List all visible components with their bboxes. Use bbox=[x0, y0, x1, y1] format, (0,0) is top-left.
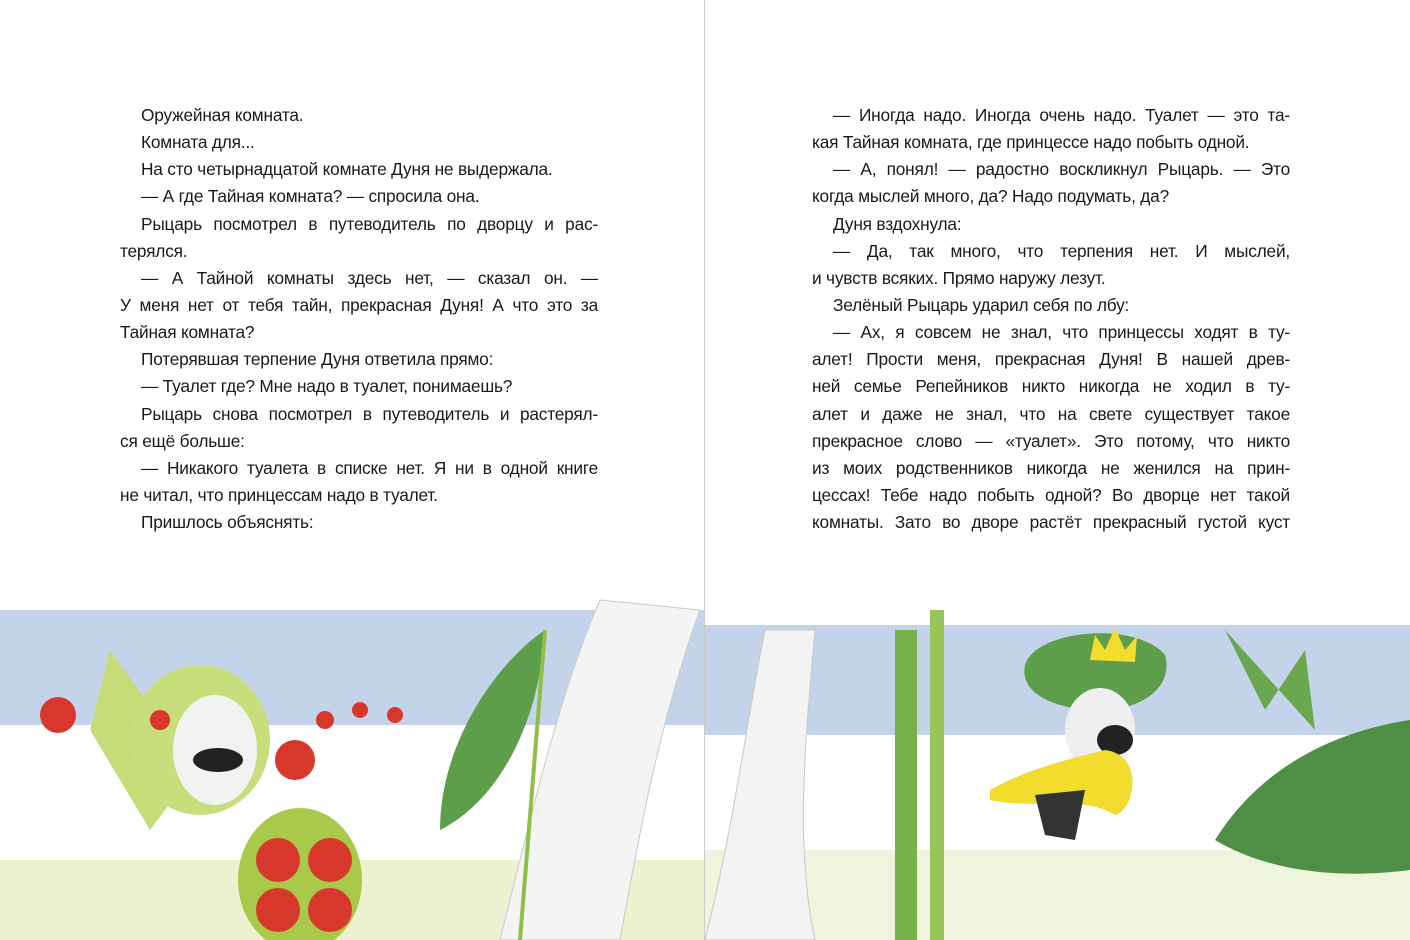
left-page-text bbox=[120, 102, 598, 536]
text-line: кая Тайная комната, где принцессе надо побыть одной. bbox=[812, 132, 1250, 153]
text-line: — А Тайной комнаты здесь нет, — сказал он. — bbox=[141, 267, 598, 288]
text-line: не читал, что принцессам надо в туалет. bbox=[120, 484, 438, 505]
text-line: Оружейная комната. bbox=[141, 105, 304, 125]
text-line: цессах! Тебе надо побыть одной? Во дворце нет такой bbox=[812, 484, 1290, 505]
text-line: — Туалет где? Мне надо в туалет, понимаешь? bbox=[141, 376, 513, 397]
text-line: Тайная комната? bbox=[120, 322, 255, 343]
text-line: Пришлось объяснять: bbox=[141, 512, 314, 533]
text-line: На сто четырнадцатой комнате Дуня не выдержала. bbox=[141, 159, 553, 180]
text-line: — А, понял! — радостно воскликнул Рыцарь. — Это bbox=[833, 159, 1290, 180]
text-line: Потерявшая терпение Дуня ответила прямо: bbox=[141, 349, 494, 370]
right-page bbox=[705, 0, 1410, 940]
text-line: алет и даже не знал, что на свете существует такое bbox=[812, 403, 1290, 424]
text-line: У меня нет от тебя тайн, прекрасная Дуня! А что это за bbox=[120, 294, 598, 315]
text-line: когда мыслей много, да? Надо подумать, да? bbox=[812, 186, 1170, 207]
text-line: — Да, так много, что терпения нет. И мыслей, bbox=[833, 240, 1290, 261]
text-line: Рыцарь снова посмотрел в путеводитель и растерял- bbox=[141, 403, 598, 424]
text-line: Комната для... bbox=[141, 132, 255, 153]
text-line: ся ещё больше: bbox=[120, 430, 245, 451]
text-line: комнаты. Зато во дворе растёт прекрасный густой куст bbox=[812, 512, 1290, 533]
right-illustration-princess bbox=[705, 570, 1410, 940]
text-line: терялся. bbox=[120, 240, 188, 261]
left-illustration-knight bbox=[0, 570, 705, 940]
text-line: — А где Тайная комната? — спросила она. bbox=[141, 186, 480, 207]
text-line: алет! Прости меня, прекрасная Дуня! В нашей древ- bbox=[812, 349, 1290, 370]
text-line: прекрасное слово — «туалет». Это потому, что никто bbox=[812, 430, 1290, 451]
text-line: — Ах, я совсем не знал, что принцессы ходят в ту- bbox=[833, 322, 1290, 343]
text-line: Зелёный Рыцарь ударил себя по лбу: bbox=[833, 294, 1130, 315]
text-line: и чувств всяких. Прямо наружу лезут. bbox=[812, 267, 1106, 288]
text-line: Дуня вздохнула: bbox=[833, 213, 962, 234]
text-line: из моих родственников никогда не женился на прин- bbox=[812, 457, 1290, 478]
right-page-text bbox=[812, 102, 1290, 536]
text-line: — Никакого туалета в списке нет. Я ни в одной книге bbox=[141, 457, 598, 478]
text-line: Рыцарь посмотрел в путеводитель по дворцу и рас- bbox=[141, 213, 598, 234]
text-line: — Иногда надо. Иногда очень надо. Туалет — это та- bbox=[833, 105, 1290, 125]
text-line: ней семье Репейников никто никогда не ходил в ту- bbox=[812, 376, 1290, 397]
